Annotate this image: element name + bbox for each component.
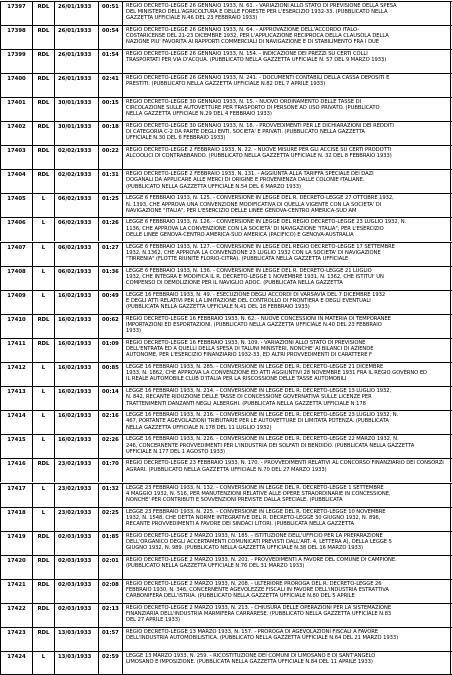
record-description	[122, 74, 451, 97]
record-type: RDL	[32, 170, 54, 193]
record-code: 00:22	[98, 146, 122, 169]
table-row	[0, 217, 452, 241]
description-line: REGIO DECRETO-LEGGE 23 FEBBRAIO 1933, N. 170. - PROVVEDIMENTI RELATIVI AL CONCORSO FINANZIARIO DEI CONSORZI	[126, 460, 444, 467]
record-number: 17420	[0, 556, 32, 579]
table-row	[0, 483, 452, 507]
record-code: 02:01	[98, 556, 122, 579]
record-date: 30/01/1933	[54, 122, 98, 145]
description-line: NAZIONE PIU' FAVORITA AI RAPPORTI COMMERCIALI DI NAVIGAZIONE E DI STABILIMENTO FRA I DUE	[126, 39, 379, 46]
description-line: DOGANALI DA APPLICARE ALLE MERCI DI ORIGINE E PROVENIENZA DALLE COLONIE ITALIANE.	[126, 177, 365, 184]
description-line: LEGGE 6 FEBBRAIO 1933, N. 127. - CONVERSIONE IN LEGGE DEL REGIO DECRETO-LEGGE 17 SETTEMBRE	[126, 243, 395, 250]
table-row	[0, 193, 452, 217]
description-line: REGIO DECRETO-LEGGE 26 GENNAIO 1933, N. 154. - INDICAZIONE DEI PREZZI SU CERTI COLLI	[126, 50, 368, 57]
table-row	[0, 603, 452, 627]
description-line: AUTONOME, PER L'ESERCIZIO FINANZIARIO 1932-33, ED ALTRI PROVVEDIMENTI DI CARATTERE F	[126, 352, 372, 359]
record-type: L	[32, 291, 54, 314]
description-line: LEGGE 16 FEBBRAIO 1933, N. 285. - CONVERSIONE IN LEGGE DEL R. DECRETO-LEGGE 21 DICEMBRE	[126, 364, 384, 370]
record-type: RDL	[32, 315, 54, 338]
record-number: 17414	[0, 411, 32, 434]
record-code: 01:54	[98, 50, 122, 73]
description-line: NELLA GAZZETTA UFFICIALE N.178 DEL 11 LUGLIO 1932)	[126, 424, 272, 431]
description-line: TRASPORTATI PER VIA D'ACQUA. (PUBBLICATO NELLA GAZZETTA UFFICIALE N. 57 DEL 9 MARZO 1933)	[126, 56, 387, 63]
record-code: 00:49	[98, 291, 122, 314]
record-code: 01:27	[98, 243, 122, 266]
description-line: AGRARI. (PUBBLICATO NELLA GAZZETTA UFFICIALE N.70 DEL 27 MARZO 1933)	[126, 466, 327, 473]
record-type: RDL	[32, 146, 54, 169]
description-line: DELL'ORGANICO DEGLI ACCERTAMENTI COMUNICATI PREVISTI DALL'ART. 4, LETTERA A), DELLA LEGGE 5	[126, 538, 392, 545]
record-date: 13/03/1933	[54, 628, 98, 651]
description-line: E DEGLI ATTI RELATIVI PER LA LIMITAZIONE DEL CONTROLLO DI FRONTIERA E DEGLI EVENTUALI	[126, 297, 371, 304]
record-type: L	[32, 484, 54, 507]
record-code: 02:25	[98, 508, 122, 531]
table-row	[0, 651, 452, 675]
table-row	[0, 386, 452, 410]
record-date: 30/01/1933	[54, 98, 98, 121]
record-type: L	[32, 508, 54, 531]
record-number: 17401	[0, 98, 32, 121]
record-code: 01:09	[98, 339, 122, 362]
description-line: COSTARICENSE DEL 21-23 DICEMBRE 1932, PER L'APPLICAZIONE RECIPROCA DELLA CLAUSOLA DELLA	[126, 32, 389, 39]
record-description	[122, 315, 451, 338]
record-code: 00:54	[98, 26, 122, 49]
record-number: 17400	[0, 74, 32, 97]
record-code: 00:14	[98, 387, 122, 410]
description-line: CARBONIFERA DELL'ISTRIA. (PUBBLICATO NELLA GAZZETTA UFFICIALE N.80 DEL 5 APRILE	[126, 593, 355, 600]
table-row	[0, 121, 452, 145]
description-line: LEGGE 23 FEBBRAIO 1933, N. 225. - CONVERSIONE IN LEGGE DEL R. DECRETO-LEGGE 10 NOVEMBRE	[126, 508, 386, 515]
record-date: 02/03/1933	[54, 532, 98, 555]
description-line: (PUBBLICATO NELLA GAZZETTA UFFICIALE N.76 DEL 31 MARZO 1933)	[126, 563, 305, 570]
record-date: 16/02/1933	[54, 291, 98, 314]
table-row	[0, 145, 452, 169]
record-number: 17418	[0, 508, 32, 531]
description-line: DELLE LINEE GENOVA-CENTRO AMERICA-SUD AMERICA (PACIFICO) E GENOVA-AUSTRALIA	[126, 231, 354, 238]
record-code: 00:85	[98, 363, 122, 386]
record-type: L	[32, 194, 54, 217]
record-number: 17409	[0, 291, 32, 314]
record-number: 17403	[0, 146, 32, 169]
record-type: L	[32, 411, 54, 434]
record-number: 17399	[0, 50, 32, 73]
description-line: DI CATEGORIA C-2 DA PARTE DEGLI ENTI, SOCIETA' E PRIVATI. (PUBBLICATO NELLA GAZZETTA	[126, 129, 365, 136]
table-row	[0, 410, 452, 434]
table-row	[0, 627, 452, 651]
record-description	[122, 652, 451, 674]
record-code: 01:70	[98, 459, 122, 482]
record-code: 00:62	[98, 315, 122, 338]
record-date: 13/03/1933	[54, 652, 98, 674]
description-line: LIMOSANO E IMPOSIZIONE. (PUBBLICATA NELLA GAZZETTA UFFICIALE N.84 DEL 11 APRILE 1933)	[126, 659, 373, 666]
record-type: L	[32, 387, 54, 410]
record-date: 26/01/1933	[54, 2, 98, 25]
record-number: 17404	[0, 170, 32, 193]
description-line: IL REALE AUTOMOBILE CLUB D'ITALIA PER LA RISCOSSIONE DELLE TASSE AUTOMOBILI	[126, 376, 347, 383]
description-line: REGIO DECRETO-LEGGE 2 MARZO 1933, N. 208. - ULTERIORE PROROGA DEL R. DECRETO-LEGGE 26	[126, 580, 382, 587]
record-description	[122, 218, 451, 241]
record-type: L	[32, 652, 54, 674]
description-line: FINANZIARIA DELL'INDUSTRIA MARMIFERA CARRARESE. (PUBBLICATO NELLA GAZZETTA UFFICIALE N.83	[126, 611, 392, 618]
record-description	[122, 628, 451, 651]
record-number: 17415	[0, 435, 32, 458]
table-row	[0, 314, 452, 338]
record-number: 17422	[0, 604, 32, 627]
record-description	[122, 2, 451, 25]
record-date: 26/01/1933	[54, 50, 98, 73]
table-row	[0, 362, 452, 386]
description-line: REGIO DECRETO-LEGGE 2 FEBBRAIO 1933, N. 131. - AGGIUNTA ALLA TARIFFA SPECIALE DEI DAZI	[126, 171, 374, 178]
record-description	[122, 508, 451, 531]
record-description	[122, 267, 451, 290]
record-description	[122, 50, 451, 73]
record-type: L	[32, 243, 54, 266]
table-row	[0, 434, 452, 458]
description-line: NELLA GAZZETTA UFFICIALE N.29 DEL 4 FEBBRAIO 1933)	[126, 111, 272, 118]
table-row	[0, 49, 452, 73]
record-type: RDL	[32, 74, 54, 97]
table-row	[0, 507, 452, 531]
record-type: RDL	[32, 459, 54, 482]
table-row	[0, 531, 452, 555]
table-row	[0, 73, 452, 97]
record-type: RDL	[32, 532, 54, 555]
record-code: 01:36	[98, 267, 122, 290]
record-code: 01:85	[98, 532, 122, 555]
description-line: REGIO DECRETO-LEGGE 2 MARZO 1933, N. 213. - CHIUSURA DELLE OPERAZIONI PER LA SISTEMAZIONE	[126, 605, 392, 611]
description-line: REGIO DECRETO-LEGGE 2 FEBBRAIO 1933, N. 22. - NUOVE MISURE PER GLI ACCISE SU CERTI PRODOTTI	[126, 147, 392, 154]
record-description	[122, 604, 451, 627]
record-type: RDL	[32, 580, 54, 603]
record-number: 17421	[0, 580, 32, 603]
description-line: N. 1393, CHE APPROVA UNA CONVENZIONE MODIFICATIVA DI QUELLA VIGENTE CON LA SOCIETA' DI	[126, 201, 382, 208]
description-line: NAVIGAZIONE "ITALIA", PER L'ESERCIZIO DELLE LINEE GENOVA-CENTRO AMERICA-SUD AM	[126, 207, 357, 214]
record-description	[122, 435, 451, 458]
table-row	[0, 290, 452, 314]
description-line: GAZZETTA UFFICIALE N.46 DEL 23 FEBBRAIO 1933)	[126, 14, 258, 21]
record-date: 26/01/1933	[54, 74, 98, 97]
description-line: COMPENSO DI DEMOLIZIONE PER IL NAVIGLIO ADOC. (PUBBLICATA NELLA GAZZETTA	[126, 280, 343, 287]
record-number: 17419	[0, 532, 32, 555]
description-line: LEGGE 6 FEBBRAIO 1933, N. 136. - CONVERSIONE IN LEGGE DEL R. DECRETO-LEGGE 21 LUGLIO	[126, 267, 372, 274]
description-line: PRESTITI. (PUBBLICATO NELLA GAZZETTA UFFICIALE N.82 DEL 7 APRILE 1933)	[126, 81, 326, 88]
record-type: RDL	[32, 122, 54, 145]
description-line: IMPORTAZIONI ED ESPORTAZIONI. (PUBBLICATO NELLA GAZZETTA UFFICIALE N.40 DEL 23 FEBBRAIO	[126, 322, 382, 329]
description-line: 4 MAGGIO 1932, N. 516, PER MANUTENZIONI RELATIVE ALLE OPERE STRAORDINARIE IN CONCESSIONE,	[126, 490, 391, 497]
record-number: 17411	[0, 339, 32, 362]
record-code: 02:16	[98, 411, 122, 434]
description-line: FEBBRAIO 1930, N. 346, CONCERNENTE AGEVOLEZZE FISCALI IN FAVORE DELL'INDUSTRIA ESTRATTIVA	[126, 587, 389, 594]
record-type: RDL	[32, 556, 54, 579]
description-line: REGIO DECRETO-LEGGE 2 MARZO 1933, N. 201. - PROVVEDIMENTI A FAVORE DEL COMUNE DI CAMPIONE.	[126, 556, 397, 563]
description-line: 1933)	[126, 328, 141, 335]
description-line: GIUGNO 1932, N. 989. (PUBBLICATO NELLA GAZZETTA UFFICIALE N.38 DEL 16 MARZO 1933)	[126, 545, 364, 552]
record-code: 01:26	[98, 218, 122, 241]
record-type: RDL	[32, 26, 54, 49]
record-number: 17412	[0, 363, 32, 386]
record-description	[122, 146, 451, 169]
description-line: REGIO DECRETO-LEGGE 26 GENNAIO 1933, N. 64. - APPROVAZIONE DELL'ACCORDO ITALO-	[126, 26, 360, 33]
record-description	[122, 339, 451, 362]
record-code: 01:25	[98, 194, 122, 217]
record-code: 02:13	[98, 604, 122, 627]
table-row	[0, 25, 452, 49]
record-description	[122, 484, 451, 507]
description-line: NONCHE' PER CONTRIBUTI E SOVVENZIONI PREVISTE DALLA SPECIALE. (PUBBLICATA	[126, 496, 343, 503]
record-code: 01:31	[98, 170, 122, 193]
record-date: 26/01/1933	[54, 26, 98, 49]
description-line: LEGGE 16 FEBBRAIO 1933, N. 226. - CONVERSIONE IN LEGGE DEL R. DECRETO-LEGGE 22 MARZO 1932, N.	[126, 436, 399, 443]
description-line: UFFICIALE N.177 DEL 1 AGOSTO 1933)	[126, 448, 225, 455]
record-description	[122, 243, 451, 266]
description-line: 1933, N. 1862, CHE APPROVA LA CONVENZIONE ED ATTI AGGIUNTIVI 28 NOVEMBRE 1931 FRA IL REGIO GOVERNO ED	[126, 370, 427, 377]
record-type: L	[32, 435, 54, 458]
description-line: 1932, N. 1548, CHE DETTA NORME INTEGRATIVE DEL R. DECRETO-LEGGE 30 GIUGNO 1932, N. 896,	[126, 514, 381, 521]
record-number: 17423	[0, 628, 32, 651]
record-code: 00:51	[98, 2, 122, 25]
description-line: REGIO DECRETO-LEGGE 16 FEBBRAIO 1933, N. 62. - NUOVE CONCESSIONI IN MATERIA DI TEMPORANEE	[126, 315, 391, 322]
description-line: REGIO DECRETO-LEGGE 13 MARZO 1933, N. 157. - PROROGA DI AGEVOLAZIONI FISCALI A FAVORE	[126, 629, 379, 636]
description-line: DEL 27 APRILE 1933)	[126, 617, 180, 624]
table-row	[0, 555, 452, 579]
record-date: 23/02/1933	[54, 508, 98, 531]
description-line: 467, PORTANTE AGEVOLAZIONI TRIBUTARIE PER LE AUTOVETTURE DI LIMITATA POTENZA. (PUBBLICATA	[126, 418, 389, 425]
record-code: 02:59	[98, 652, 122, 674]
record-description	[122, 26, 451, 49]
record-description	[122, 556, 451, 579]
record-date: 16/02/1933	[54, 363, 98, 386]
record-description	[122, 98, 451, 121]
record-number: 17397	[0, 2, 32, 25]
description-line: REGIO DECRETO-LEGGE 2 MARZO 1933, N. 185. - ISTITUZIONE DELL'UFFICIO PER LA PREPARAZIONE	[126, 532, 383, 539]
description-line: LEGGE 16 FEBBRAIO 1933, N. 214. - CONVERSIONE IN LEGGE DEL R. DECRETO-LEGGE 13 LUGLIO 1932,	[126, 388, 392, 395]
table-row	[0, 97, 452, 121]
description-line: 1932, CHE INTEGRA E MODIFICA IL R. DECRETO-LEGGE 1 NOVEMBRE 1931, N. 1362, CHE ISTITUI' UN	[126, 273, 384, 280]
record-date: 02/03/1933	[54, 604, 98, 627]
record-description	[122, 363, 451, 386]
table-row	[0, 579, 452, 603]
description-line: N. 842, RECANTE RIDUZIONE DELLE TASSE DI CONCESSIONE GOVERNATIVA SULLE LICENZE PER	[126, 394, 372, 401]
description-line: DELL'INDUSTRIA AUTOMOBILISTICA. (PUBBLICATO NELLA GAZZETTA UFFICIALE N.64 DEL 21 MARZO 1933)	[126, 635, 399, 642]
description-line: REGIO DECRETO-LEGGE 26 GENNAIO 1933, N. 241. - DOCUMENTI CONTABILI DELLA CASSA DEPOSITI E	[126, 74, 390, 81]
description-line: REGIO DECRETO-LEGGE 30 GENNAIO 1933, N. 18. - PROVVEDIMENTI PER LE DICHIARAZIONI DEI REDDITI	[126, 123, 394, 129]
record-type: L	[32, 218, 54, 241]
record-description	[122, 459, 451, 482]
description-line: 246, CONCERNENTE PROVVEDIMENTI PER L'INDUSTRIA DEI SOLFATI DI BENDIDO. (PUBBLICATA NELLA GAZZETTA	[126, 442, 415, 449]
record-date: 06/02/1933	[54, 243, 98, 266]
table-row	[0, 242, 452, 266]
record-type: RDL	[32, 339, 54, 362]
description-line: LEGGE 13 MARZO 1933, N. 259. - RICOSTITUZIONE DEI COMUNI DI LIMOSANO E DI SANT'ANGELO	[126, 653, 376, 660]
record-number: 17398	[0, 26, 32, 49]
record-description	[122, 291, 451, 314]
description-line: "TIRRENIA" (FLOTTE RIUNITE FLORIO-CITRA). (PUBBLICATA NELLA GAZZETTA UFFICIALE	[126, 255, 349, 262]
record-date: 16/02/1933	[54, 411, 98, 434]
record-date: 23/02/1933	[54, 484, 98, 507]
description-line: LEGGE 23 FEBBRAIO 1933, N. 132. - CONVERSIONE IN LEGGE DEL R. DECRETO-LEGGE 1 SETTEMBRE	[126, 484, 384, 491]
description-line: REGIO DECRETO-LEGGE 26 GENNAIO 1933, N. 61. - VARIAZIONI ALLO STATO DI PREVISIONE DELLA SPESA	[126, 2, 397, 9]
description-line: LEGGE 16 FEBBRAIO 1933, N. 49. - ESECUZIONE DEGLI ACCORDI DI VARSAVIA DEL 7 DICEMBRE 1932	[126, 291, 386, 298]
record-code: 01:32	[98, 484, 122, 507]
description-line: TRATTENIMENTI DANZANTI NEGLI ALBERGHI. (PUBBLICATA NELLA GAZZETTA UFFICIALE N.178	[126, 400, 366, 407]
record-number: 17406	[0, 218, 32, 241]
table-row	[0, 169, 452, 193]
record-description	[122, 580, 451, 603]
record-type: L	[32, 267, 54, 290]
record-code: 02:26	[98, 435, 122, 458]
table-row	[0, 338, 452, 362]
description-line: REGIO DECRETO-LEGGE 16 FEBBRAIO 1933, N. 109. - VARIAZIONI ALLO STATO DI PREVISIONE	[126, 339, 366, 346]
record-date: 06/02/1933	[54, 194, 98, 217]
record-code: 00:18	[98, 122, 122, 145]
record-date: 06/02/1933	[54, 218, 98, 241]
record-code: 01:57	[98, 628, 122, 651]
record-code: 02:41	[98, 74, 122, 97]
record-date: 02/03/1933	[54, 556, 98, 579]
record-description	[122, 411, 451, 434]
record-date: 02/02/1933	[54, 146, 98, 169]
record-date: 16/02/1933	[54, 339, 98, 362]
description-line: 1136, CHE APPROVA LA CONVENZIONE CON LA SOCIETA' DI NAVIGAZIONE "ITALIA", PER L'ESERCIZIO	[126, 225, 384, 232]
description-line: DEL MINISTERO DELL'AGRICOLTURA E DELLE FORESTE PER L'ESERCIZIO 1932-33. (PUBBLICATO NELLA	[126, 8, 388, 15]
record-code: 02:08	[98, 580, 122, 603]
record-number: 17413	[0, 387, 32, 410]
description-line: REGIO DECRETO-LEGGE 30 GENNAIO 1933, N. 15. - NUOVO ORDINAMENTO DELLE TASSE DI	[126, 98, 362, 105]
record-type: RDL	[32, 98, 54, 121]
description-line: RECANTE PROVVEDIMENTI A FAVORE DEI SINDACI LITORI. (PUBBLICATA NELLA GAZZETTA	[126, 521, 355, 528]
record-number: 17410	[0, 315, 32, 338]
record-description	[122, 387, 451, 410]
record-date: 02/02/1933	[54, 170, 98, 193]
table-row	[0, 1, 452, 25]
record-description	[122, 194, 451, 217]
record-description	[122, 170, 451, 193]
record-type: RDL	[32, 604, 54, 627]
description-line: 1932, N.1362, CHE APPROVA LA CONVENZIONE 23 LUGLIO 1932 CON LA SOCIETA' DI NAVIGAZIONE	[126, 249, 381, 256]
record-number: 17408	[0, 267, 32, 290]
record-description	[122, 532, 451, 555]
table-row	[0, 458, 452, 482]
description-line: LEGGE 6 FEBBRAIO 1933, N. 126. - CONVERSIONE IN LEGGE DEL REGIO DECRETO-LEGGE 23 LUGLIO 1932, N.	[126, 219, 407, 226]
record-type: L	[32, 363, 54, 386]
description-line: (PUBBLICATO NELLA GAZZETTA UFFICIALE N.54 DEL 6 MARZO 1933)	[126, 183, 301, 190]
record-number: 17407	[0, 243, 32, 266]
record-number: 17402	[0, 122, 32, 145]
description-line: LEGGE 16 FEBBRAIO 1933, N. 216. - CONVERSIONE IN LEGGE DEL R. DECRETO-LEGGE 23 LUGLIO 1932, N.	[126, 412, 399, 419]
record-date: 16/02/1933	[54, 387, 98, 410]
record-type: RDL	[32, 2, 54, 25]
description-line: (PUBBLICATA NELLA GAZZETTA UFFICIALE N.41 DEL 18 FEBBRAIO 1933)	[126, 304, 310, 311]
description-line: CIRCOLAZIONE SULLE AUTOVETTURE PER TRASPORTO DI PERSONE AD USO PRIVATO. (PUBBLICATO	[126, 105, 380, 112]
record-description	[122, 122, 451, 145]
description-line: DELL'ENTRATA ED A QUELLI DELLA SPESA DI TALUNI MINISTERI, NONCHE' AI BILANCI DI AZIENDE	[126, 346, 374, 353]
record-number: 17417	[0, 484, 32, 507]
description-line: LEGGE 6 FEBBRAIO 1933, N. 125. - CONVERSIONE IN LEGGE DEL R. DECRETO-LEGGE 27 OTTOBRE 1932,	[126, 195, 394, 202]
table-row	[0, 266, 452, 290]
record-type: RDL	[32, 50, 54, 73]
record-date: 23/02/1933	[54, 459, 98, 482]
record-date: 06/02/1933	[54, 267, 98, 290]
record-number: 17416	[0, 459, 32, 482]
record-date: 16/02/1933	[54, 315, 98, 338]
record-date: 02/03/1933	[54, 580, 98, 603]
record-code: 00:15	[98, 98, 122, 121]
description-line: ALCOOLICI DI CONTRABBANDO. (PUBBLICATO NELLA GAZZETTA UFFICIALE N. 32 DEL 8 FEBBRAIO 1933)	[126, 153, 392, 160]
record-type: RDL	[32, 628, 54, 651]
record-number: 17424	[0, 652, 32, 674]
record-number: 17405	[0, 194, 32, 217]
record-date: 16/02/1933	[54, 435, 98, 458]
description-line: UFFICIALE N.30 DEL 6 FEBBRAIO 1933)	[126, 135, 226, 142]
